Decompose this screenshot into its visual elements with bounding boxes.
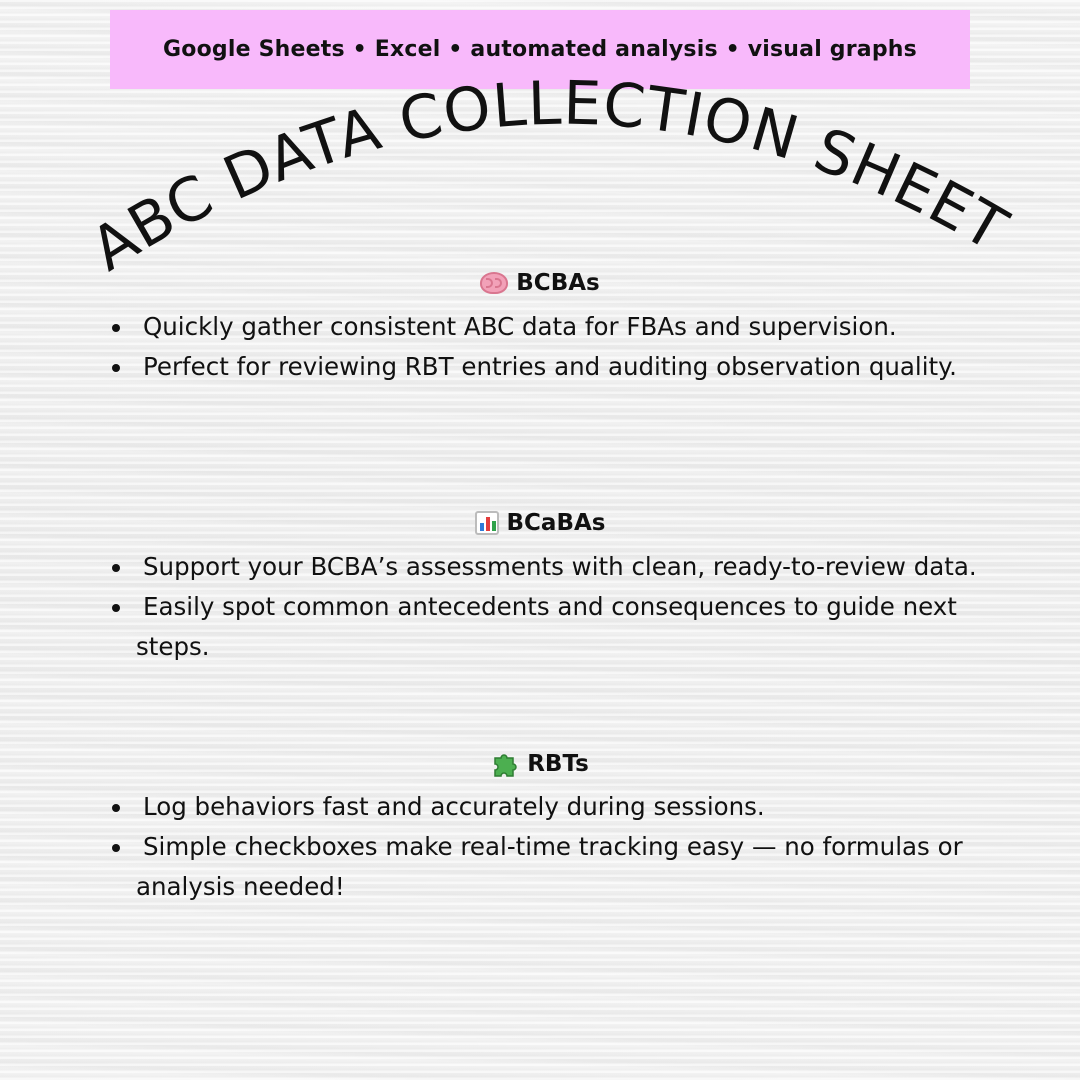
title-text: ABC DATA COLLECTION SHEET [79, 68, 1019, 285]
bar-chart-icon [475, 511, 499, 535]
list-item: Quickly gather consistent ABC data for FBAs and supervision. [108, 307, 1008, 347]
brain-icon [480, 272, 508, 294]
section-heading-label: BCaBAs [506, 510, 606, 536]
list-item: Log behaviors fast and accurately during sessions. [108, 787, 1008, 827]
section-heading-bcbas [0, 270, 1080, 296]
section-heading-rbts [0, 750, 1080, 778]
section-heading-bcabas [0, 510, 1080, 536]
bcbas-list [108, 307, 1008, 387]
banner-text: Google Sheets • Excel • automated analysis • visual graphs [163, 37, 917, 62]
rbts-list [108, 787, 1008, 907]
bcabas-list [108, 547, 1008, 667]
list-item: Perfect for reviewing RBT entries and auditing observation quality. [108, 347, 1008, 387]
list-item: Support your BCBA’s assessments with clean, ready-to-review data. [108, 547, 1008, 587]
section-heading-label: RBTs [527, 751, 589, 777]
list-item: Easily spot common antecedents and consequences to guide next steps. [108, 587, 1008, 667]
list-item: Simple checkboxes make real-time tracking easy — no formulas or analysis needed! [108, 827, 1008, 907]
section-heading-label: BCBAs [516, 270, 600, 296]
puzzle-piece-icon [491, 750, 519, 778]
